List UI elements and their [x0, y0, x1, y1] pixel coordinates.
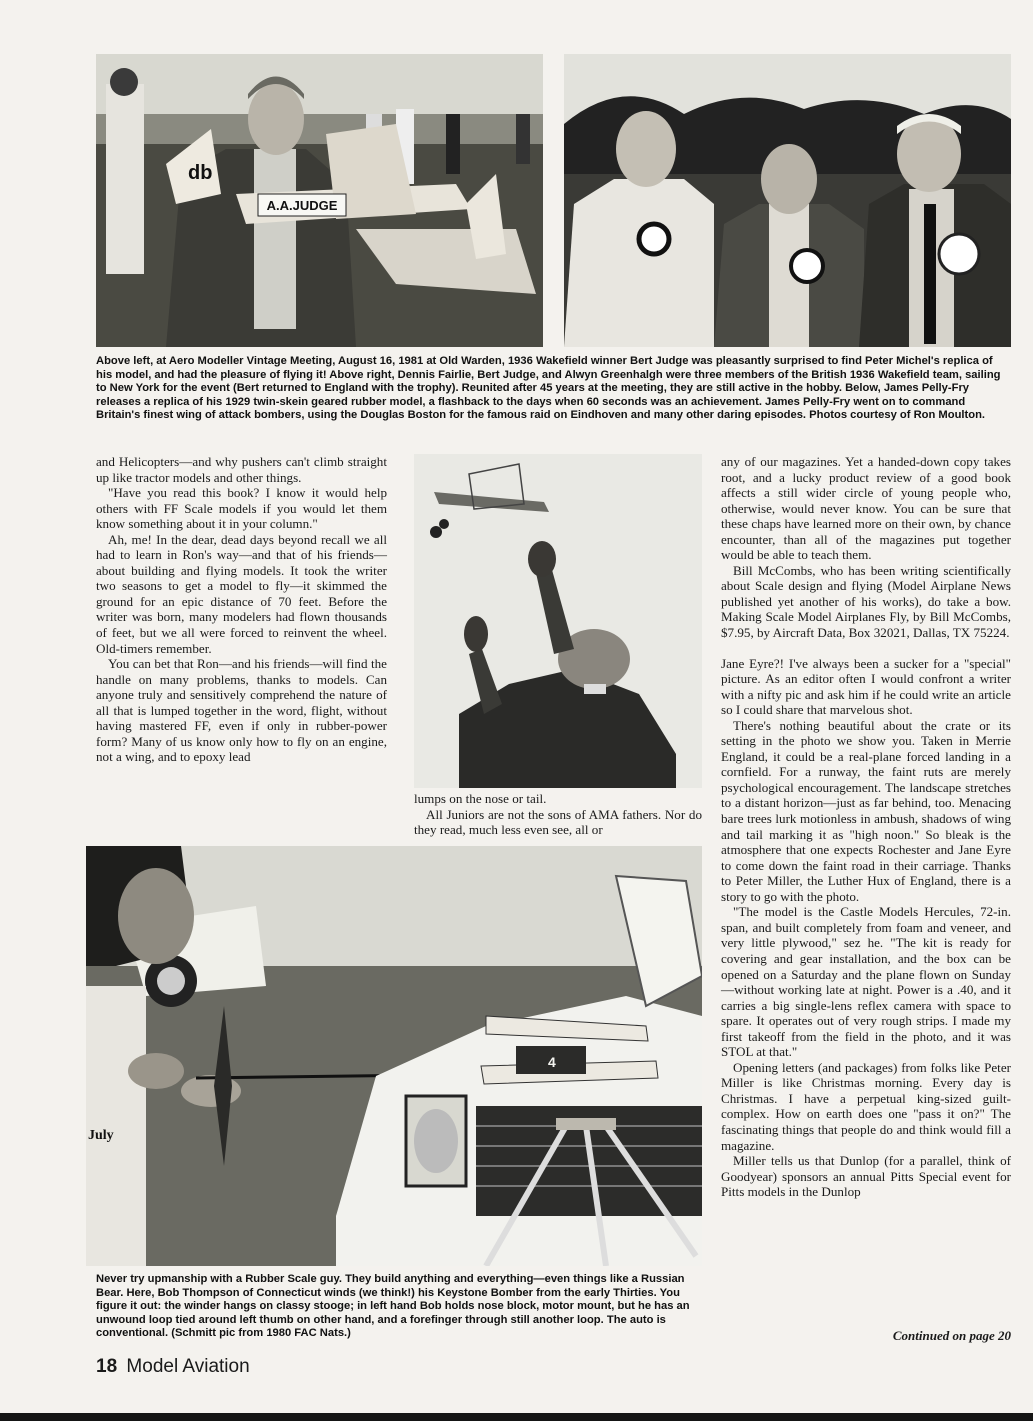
col3-para-6: Opening letters (and packages) from folks like Peter Miller is like Christmas morning. Every day is Christmas. I have a perpetual king-sized guilt-complex. How on earth does one "pass it on?" The fascinating things that people do and think would fill a magazine. [721, 1059, 1011, 1153]
col2-para-2: All Juniors are not the sons of AMA fathers. Nor do they read, much less even see, all or [414, 806, 702, 838]
photo-keystone-bomber-winding [86, 846, 702, 1266]
col1-para-1: and Helicopters—and why pushers can't climb straight up like tractor models and other things. [96, 454, 387, 485]
col3-para-1: any of our magazines. Yet a handed-down copy takes root, and a lucky product review of a good book affects a still wider circle of young people who, otherwise, would never know. You can be sure that these chaps have learned more on their own, by chance encounter, than all of the magazines put together would be able to teach them. [721, 454, 1011, 563]
col3-para-3: Jane Eyre?! I've always been a sucker for a "special" picture. As an editor often I would confront a writer with a nifty pic and ask him if he could write an article so I could share that marvelous shot. [721, 655, 1011, 718]
top-photos-caption: Above left, at Aero Modeller Vintage Meeting, August 16, 1981 at Old Warden, 1936 Wakefield winner Bert Judge was pleasantly surprised to find Peter Michel's replica of his model, and had the pleasure of flying it! Above right, Dennis Fairlie, Bert Judge, and Alwyn Greenhalgh were three members of the British 1936 Wakefield team, sailing to New York for the event (Bert returned to England with the trophy). Reunited after 45 years at the meeting, they are still active in the hobby. Below, James Pelly-Fry releases a replica of his 1929 twin-skein geared rubber model, a flashback to the days when 60 seconds was an achievement. James Pelly-Fry went on to command Britain's finest wing of attack bombers, using the Douglas Boston for the famous raid on Eindhoven and many other daring episodes. Photos courtesy of Ron Moulton. [96, 355, 1001, 422]
col3-para-4: There's nothing beautiful about the crate or its setting in the photo we show you. Taken in Merrie England, it could be a real-plane forced landing in a cornfield. For a runway, the faint ruts are merely psychological encouragement. The landscape stretches to a distant horizon—just as far behind, too. Menacing bare trees lurk motionless in ambush, shadows of wing and tail marking it as "high noon." So bleak is the atmosphere that one expects Rochester and Jane Eyre to come down the faint road in their carriage. Thanks to Peter Miller, the Luther Hux of England, there is a story to go with the photo. [721, 717, 1011, 904]
col1-para-4: You can bet that Ron—and his friends—will find the handle on many problems, thanks to models. Can anyone truly and sensitively comprehend the nature of all that is lumped together in the word, flight, without having mastered FF, even if only in rubber-power form? Many of us know only how to fly on an engine, not a wing, and to epoxy lead [96, 656, 387, 765]
replica-sign-text: A.A.JUDGE [266, 198, 338, 213]
col3-para-2: Bill McCombs, who has been writing scientifically about Scale design and flying (Model Airplane News published yet another of his works), do take a bow. Making Scale Model Airplanes Fly, by Bill McCombs, $7.95, by Aircraft Data, Box 32021, Dallas, TX 75224. [721, 562, 1011, 641]
col1-para-2: "Have you read this book? I know it would help others with FF Scale models if you would let them know something about it in your column." [96, 485, 387, 532]
col2-para-1: lumps on the nose or tail. [414, 791, 547, 806]
tail-db-marking: db [188, 162, 213, 184]
magazine-name: Model Aviation [126, 1356, 250, 1377]
continued-on-page-note: Continued on page 20 [892, 1328, 1011, 1343]
bottom-photo-caption: Never try upmanship with a Rubber Scale guy. They build anything and everything—even things like a Russian Bear. Here, Bob Thompson of Connecticut winds (we think!) his Keystone Bomber from the early Thirties. You figure it out: the winder hangs on classy stooge; in left hand Bob holds nose block, motor mount, but he has an unwound loop tied around left thumb on other hand, and a forefinger through still another loop. The auto is conventional. (Schmitt pic from 1980 FAC Nats.) [96, 1273, 690, 1340]
photo-1936-wakefield-team [564, 54, 1011, 347]
col1-para-3: Ah, me! In the dear, dead days beyond recall we all had to learn in Ron's way—and that of his friends—about building and flying models. It took the writer two seasons to get a model to fly—it skimmed the ground for an epic distance of 70 feet. Before the writer was born, many modelers had flown thousands of feet, but we all were forced to reinvent the wheel. Old-timers remember. [96, 531, 387, 656]
shirt-july-text: July [88, 1128, 114, 1143]
article-column-3 [721, 454, 1011, 1200]
col3-para-7: Miller tells us that Dunlop (for a parallel, think of Goodyear) sponsors an annual Pitts Special event for Pitts models in the Dunlop [721, 1153, 1011, 1200]
photo-pelly-fry-launch [414, 454, 702, 788]
col3-para-5: "The model is the Castle Models Hercules, 72-in. span, and built completely from foam and veneer, and very little plywood," sez he. "The kit is ready for covering and gear installation, and the box can be opened on a Saturday and the plane flown on Sunday—without working late at night. Power is a .40, and it carries a big single-lens reflex camera with space to spare. It operates out of very rough strips. I made my first takeoff from the field in the photo, and it was STOL at that." [721, 904, 1011, 1060]
bomber-number-marking: 4 [548, 1054, 556, 1070]
photo-bert-judge-with-replica [96, 54, 543, 347]
page-footer [96, 1356, 250, 1378]
article-column-2 [414, 791, 702, 838]
scan-edge-band [0, 1413, 1033, 1421]
page-number: 18 [96, 1356, 118, 1377]
article-column-1 [96, 454, 387, 765]
